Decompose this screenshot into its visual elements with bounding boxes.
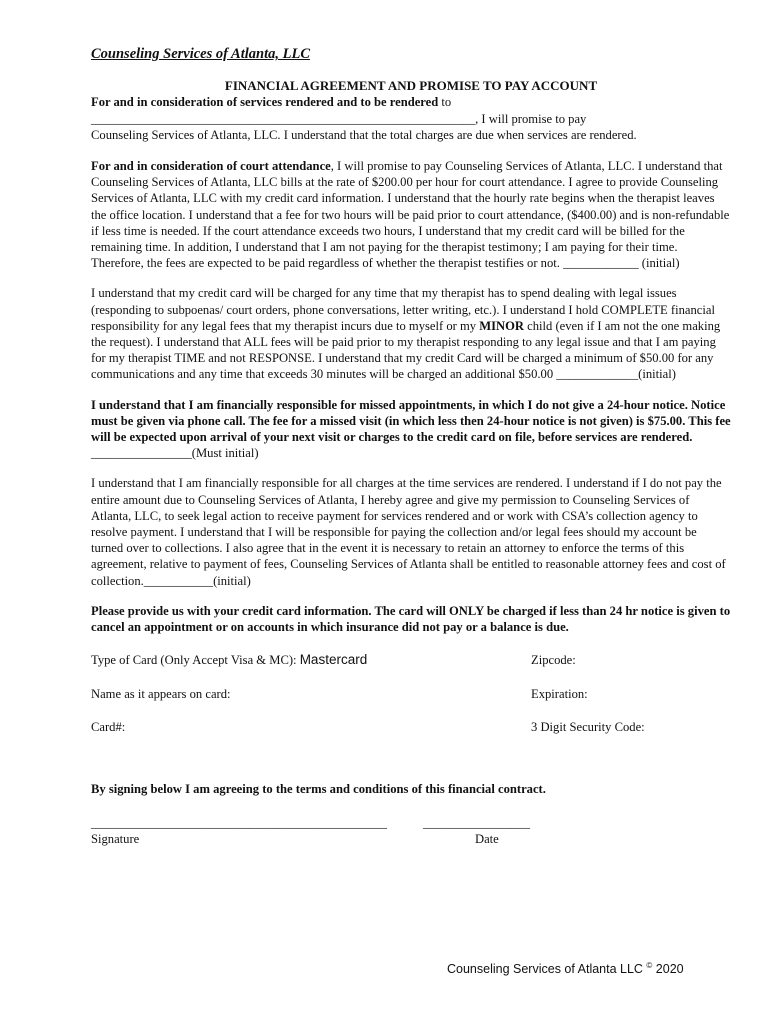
- intro-bold: For and in consideration of services rendered and to be rendered: [91, 95, 439, 110]
- signature-lines: [91, 815, 731, 831]
- signature-label: Signature: [91, 832, 140, 847]
- missed-appointments-paragraph: I understand that I am financially responsible for missed appointments, in which I do not give a 24-hour notice. Notice must be given via phone call. The fee for a missed visit (in which less then 24-hour notice is not given) is $75.00. This fee will be expected upon arrival of your next visit or charges to the credit card on file, before services are rendered. ________________(Must initial): [91, 397, 731, 461]
- footer: Counseling Services of Atlanta LLC © 2020: [447, 961, 684, 977]
- card-type-label: Type of Card (Only Accept Visa & MC):: [91, 653, 300, 668]
- card-number-row: [91, 719, 731, 735]
- zipcode-field[interactable]: Zipcode:: [531, 653, 576, 668]
- company-name: Counseling Services of Atlanta, LLC: [91, 46, 310, 62]
- expiration-field[interactable]: Expiration:: [531, 686, 588, 701]
- document-page: [91, 46, 731, 848]
- card-notice: Please provide us with your credit card information. The card will ONLY be charged if less than 24 hr notice is given to cancel an appointment or on accounts in which insurance did not pay or a balance is due.: [91, 603, 731, 635]
- signing-statement: By signing below I am agreeing to the terms and conditions of this financial contract.: [91, 781, 546, 796]
- card-type-row: [91, 652, 731, 668]
- court-paragraph: For and in consideration of court attendance, I will promise to pay Counseling Services of Atlanta, LLC. I understand that Counseling Services of Atlanta, LLC bills at the rate of $200.00 per hour for court attendance. I agree to provide Counseling Services of Atlanta, LLC with my credit card information. I understand that the hourly rate begins when the therapist leaves the office location. I understand that a fee for two hours will be paid prior to court attendance, ($400.00) and is non-refundable if less time is needed. If the court attendance exceeds two hours, I understand that my credit card will be billed for the remaining time. In addition, I understand that I am not paying for the therapist testimony; I am paying for their time. Therefore, the fees are expected to be paid regardless of whether the therapist testifies or not. ____________ (initial): [91, 159, 730, 271]
- intro-blank-line: _____________________________________________________________, I will promise to pay: [91, 111, 587, 126]
- copyright-symbol: ©: [646, 961, 653, 970]
- legal-paragraph: I understand that my credit card will be charged for any time that my therapist has to spend dealing with legal issues (responding to subpoenas/ court orders, phone conversations, letter writing, etc.). I understand I hold COMPLETE financial responsibility for any legal fees that my therapist incurs due to myself or my MINOR child (even if I am not the one making the request). I understand that ALL fees will be paid prior to my therapist responding to any legal issue and that I am paying for my therapist TIME and not RESPONSE. I understand that my credit Card will be charged a minimum of $50.00 for any communications and any time that exceeds 30 minutes will be charged an additional $50.00 _____________(initial): [91, 286, 721, 382]
- card-number-field[interactable]: Card#:: [91, 719, 126, 734]
- signature-line[interactable]: _______________________________________________: [91, 816, 387, 831]
- date-label: Date: [475, 832, 499, 847]
- agreement-title: FINANCIAL AGREEMENT AND PROMISE TO PAY ACCOUNT: [224, 78, 598, 94]
- date-line[interactable]: _________________: [422, 816, 530, 831]
- card-name-field[interactable]: Name as it appears on card:: [91, 686, 231, 701]
- card-type-value[interactable]: Mastercard: [299, 652, 368, 668]
- intro-paragraph: For and in consideration of services rendered and to be rendered to _____________________________________________________________, I will promise to pay Counseling Services of Atlanta, LLC. I understand that the total charges are due when services are rendered.: [91, 95, 637, 142]
- signature-labels: [91, 831, 731, 847]
- court-bold: For and in consideration of court attendance: [91, 159, 331, 174]
- card-name-row: [91, 686, 731, 702]
- security-code-field[interactable]: 3 Digit Security Code:: [531, 719, 645, 734]
- charges-paragraph: I understand that I am financially responsible for all charges at the time services are rendered. I understand if I do not pay the entire amount due to Counseling Services of Atlanta, I hereby agree and give my permission to Counseling Services of Atlanta, LLC, to seek legal action to receive payment for services rendered and or work with CSA’s collection agency to resolve payment. I understand that I will be responsible for paying the collection and/or legal fees should my account be turned over to collections. I also agree that in the event it is necessary to retain an attorney to enforce the terms of this agreement, relative to payment of fees, Counseling Services of Atlanta shall be entitled to reasonable attorney fees and cost of collection.___________(initial): [91, 476, 726, 588]
